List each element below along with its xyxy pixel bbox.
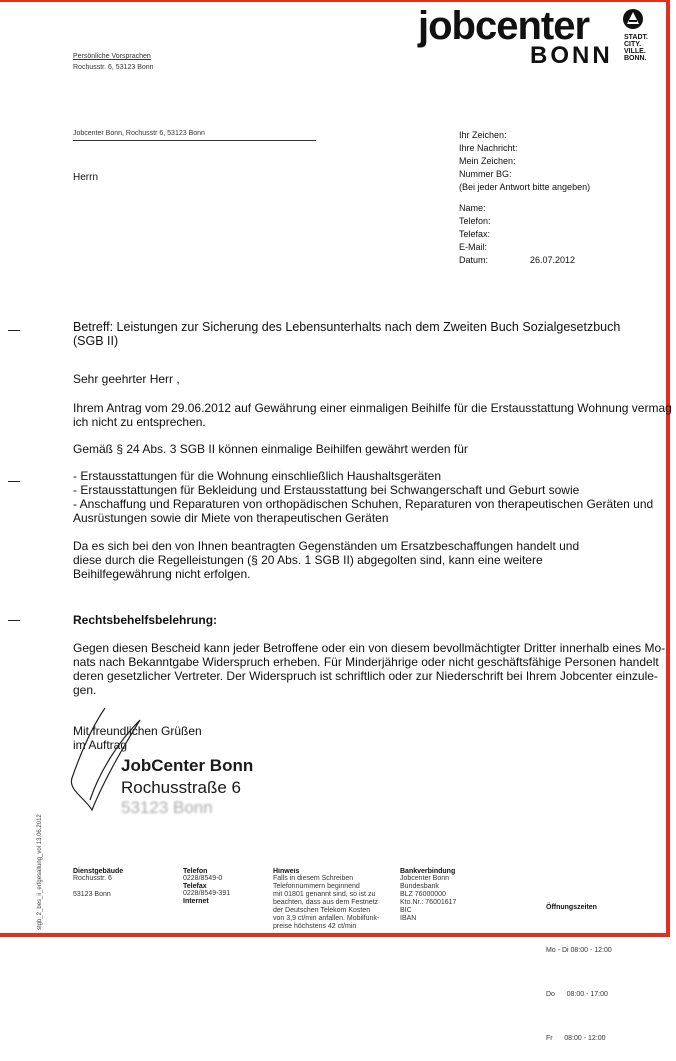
closing: Mit freundlichen Grüßen im Auftrag [73, 724, 202, 752]
paragraph-2: Gemäß § 24 Abs. 3 SGB II können einmalige Beihilfen gewährt werden für [73, 442, 468, 456]
footer-building: Dienstgebäude Rochusstr. 6 53123 Bonn [73, 868, 124, 898]
logo-side-text: STADT. CITY. VILLE. BONN. [624, 34, 648, 62]
fold-mark [8, 330, 20, 331]
legal-heading: Rechtsbehelfsbelehrung: [73, 613, 218, 627]
address-divider [73, 140, 316, 141]
reference-block: Ihr Zeichen: Ihre Nachricht: Mein Zeichen: Nummer BG: (Bei jeder Antwort bitte angeben) [459, 130, 591, 192]
letter-date: 26.07.2012 [530, 255, 576, 265]
sender-address: Rochusstr. 6, 53123 Bonn [73, 64, 154, 71]
salutation: Sehr geehrter Herr , [73, 372, 180, 386]
logo-wordmark: jobcenter [418, 4, 590, 48]
fold-mark [8, 481, 20, 482]
footer-hours: Öffnungszeiten Mo - Di 08:00 - 12:00 Do 08:00 - 17:00 Fr 08:00 - 12:00 [546, 904, 612, 1042]
side-reference: stgb_2_bes_ii_erfgesallung_vol 13.06.2012 [37, 814, 43, 930]
fold-mark [8, 620, 20, 621]
office-stamp: JobCenter Bonn Rochusstraße 6 53123 Bonn [121, 756, 254, 817]
recipient: Herrn [73, 172, 99, 183]
sender-heading: Persönliche Vorsprachen [73, 53, 151, 60]
return-address: Jobcenter Bonn, Rochusstr 6, 53123 Bonn [73, 130, 205, 137]
footer-bank: Bankverbindung Jobcenter Bonn Bundesbank BLZ 76000000 Kto.Nr.: 76001617 BIC IBAN [400, 868, 457, 922]
logo-emblem-icon [622, 8, 644, 32]
paragraph-1: Ihrem Antrag vom 29.06.2012 auf Gewährung einer einmaligen Beihilfe für die Erstausstattung Wohnung vermag ich nicht zu entsprechen. [73, 401, 672, 429]
list-item: Ausrüstungen sowie dir Miete von therapeutischen Geräten [73, 511, 389, 525]
footer-note: Hinweis Falls in diesem Schreiben Telefonnummern beginnend mit 01801 genannt sind, so ist zu beachten, dass aus dem Festnetz der Deutschen Telekom Kosten von 3,9 ct/min anfallen. Mobilfunk- preise höchstens 42 ct/min [273, 868, 380, 930]
footer-phone: Telefon 0228/8549-0 Telefax 0228/8549-391 Internet [183, 868, 231, 905]
contact-block: Name: Telefon: Telefax: E-Mail: Datum: 26.07.2012 [459, 203, 576, 265]
logo-city: BONN [530, 42, 613, 69]
legal-text: Gegen diesen Bescheid kann jeder Betroffene oder ein von diesem bevollmächtigter Dritter innerhalb eines Mo- nats nach Bekanntgabe Widerspruch erheben. Für Minderjährige oder nicht geschäftsfähige Personen handelt deren gesetzlicher Vertreter. Der Widerspruch ist schriftlich oder zur Niederschrift bei Ihrem Jobcenter einzule- gen. [73, 641, 666, 697]
paragraph-3: Da es sich bei den von Ihnen beantragten Gegenständen um Ersatzbeschaffungen handelt und diese durch die Regelleistungen (§ 20 Abs. 1 SGB II) abgegolten sind, kann eine weitere Beihilfegewährung nicht erfolgen. [73, 539, 580, 581]
list-item: - Anschaffung und Reparaturen von orthopädischen Schuhen, Reparaturen von therapeutischen Geräten und [73, 497, 654, 511]
subject: Betreff: Leistungen zur Sicherung des Lebensunterhalts nach dem Zweiten Buch Sozialgesetzbuch (SGB II) [73, 320, 621, 348]
list-item: - Erstausstattungen für Bekleidung und Erstausstattung bei Schwangerschaft und Geburt sowie [73, 483, 580, 497]
benefit-list [73, 469, 653, 525]
list-item: - Erstausstattungen für die Wohnung einschließlich Haushaltsgeräten [73, 469, 441, 483]
